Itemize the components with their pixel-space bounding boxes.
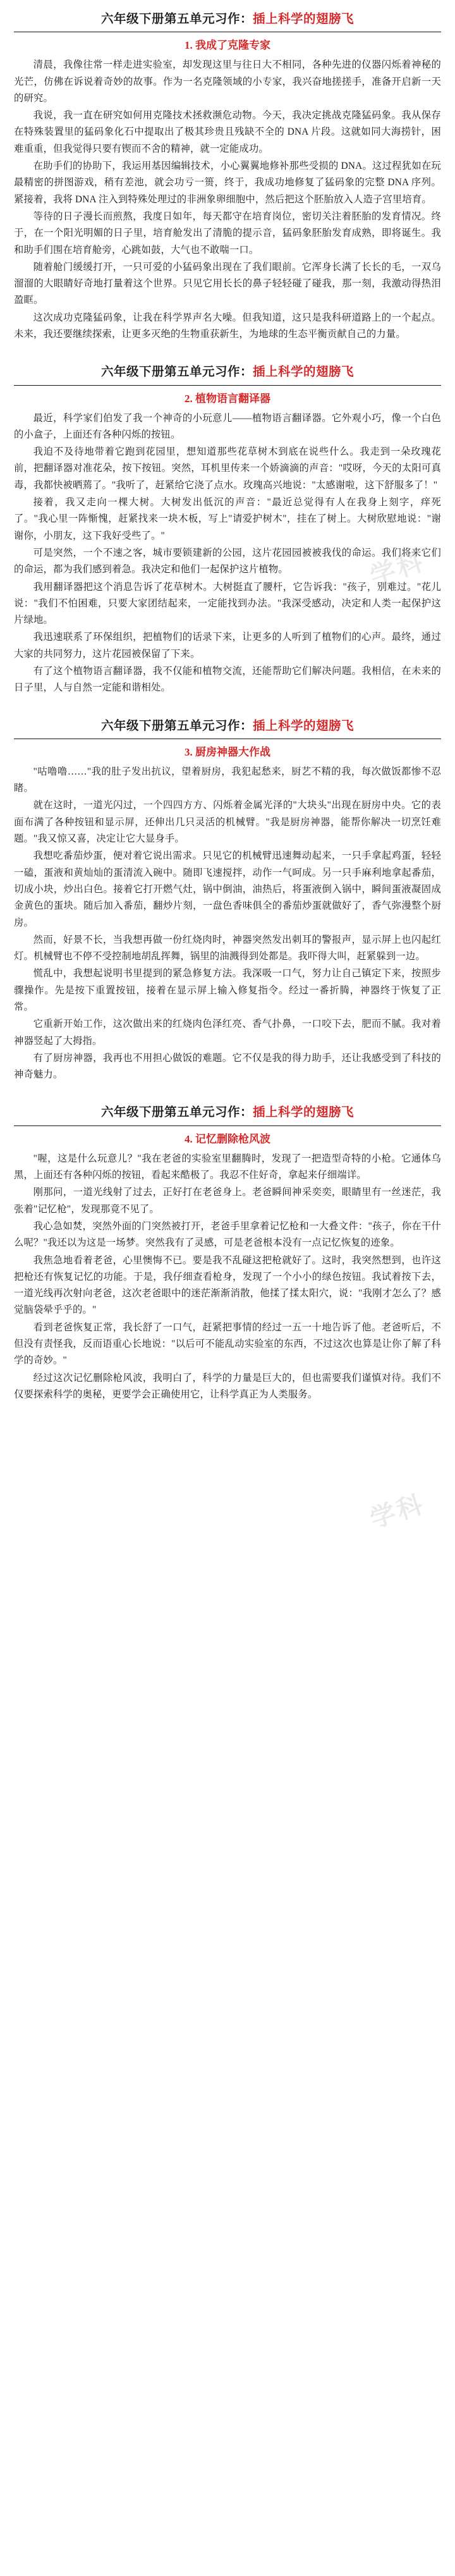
paragraph: 有了这个植物语言翻译器，我不仅能和植物交流，还能帮助它们解决问题。我相信，在未来的日子里，人与自然一定能和谐相处。 <box>14 666 441 694</box>
paragraph: 我焦急地看着老爸，心里懊悔不已。要是我不乱碰这把枪就好了。这时，我突然想到，也许这把枪还有恢复记忆的功能。于是，我仔细查看枪身，发现了一个小小的绿色按钮。我试着按下去，一道光线再次射向老爸，这次老爸眼中的迷茫渐渐消散，他揉了揉太阳穴，说："我刚才怎么了？感觉脑袋晕乎乎的。" <box>14 1254 441 1316</box>
watermark: 学科 <box>367 546 428 591</box>
watermark: 学科 <box>367 1489 428 1534</box>
paragraph: 接着，我又走向一棵大树。大树发出低沉的声音："最近总觉得有人在我身上刻字，痒死了。"我心里一阵惭愧，赶紧找来一块木板，写上"请爱护树木"，挂在了树上。大树欣慰地说："谢谢你，小朋友，这下我好受些了。" <box>14 497 441 541</box>
paragraph: "喔，这是什么玩意儿？"我在老爸的实验室里翻腾时，发现了一把造型奇特的小枪。它通体乌黑，上面还有各种闪烁的按钮，看起来酷极了。我忍不住好奇，拿起来仔细端详。 <box>14 1153 441 1181</box>
paragraph: 在助手们的协助下，我运用基因编辑技术，小心翼翼地修补那些受损的 DNA。这过程犹如在玩最精密的拼图游戏，稍有差池，就会功亏一篑，终于，我成功地修复了猛码象的完整 DNA 序列。紧接着，我将 DNA 注入到特殊处理过的非洲象卵细胞中，然后把这个胚胎放入人造子宫里培育。 <box>14 161 441 205</box>
paragraph: 我心急如焚，突然外面的门突然被打开，老爸手里拿着记忆枪和一大叠文件："孩子，你在干什么呢？"我还以为这是一场梦。突然我有了灵感，可是老爸根本没有一点记忆恢复的迹象。 <box>14 1220 441 1249</box>
header-prefix: 六年级下册第五单元习作： <box>100 365 253 379</box>
paragraph: 这次成功克隆猛码象，让我在科学界声名大噪。但我知道，这只是我科研道路上的一个起点。未来，我还要继续探索，让更多灭绝的生物重获新生，为地球的生态平衡贡献自己的力量。 <box>14 312 441 340</box>
paragraph: 最近，科学家们伯发了我一个神奇的小玩意儿——植物语言翻译器。它外观小巧，像一个白色的小盒子，上面还有各种闪烁的按钮。 <box>14 412 441 440</box>
paragraph: 我说，我一直在研究如何用克隆技术拯救濒危动物。今天，我决定挑战克隆猛码象。我从保存在特殊装置里的猛码象化石中提取出了极其珍贵且残缺不全的 DNA 片段。这就如同大海捞针，困难重重，但我觉得只要有锲而不舍的精神，就一定能成功。 <box>14 110 441 154</box>
header-highlight: 插上科学的翅膀飞 <box>253 719 355 733</box>
paragraph: 我迅速联系了环保组织，把植物们的话录下来，让更多的人听到了植物们的心声。最终，通过大家的共同努力，这片花园被保留了下来。 <box>14 632 441 659</box>
paragraph: 等待的日子漫长而煎熬，我度日如年，每天都守在培育岗位，密切关注着胚胎的发育情况。终于，在一个阳光明媚的日子里，培育舱发出了清脆的提示音，猛码象胚胎发育成熟，即将诞生。我和助手们围在培育舱旁，心跳如鼓，大气也不敢喘一口。 <box>14 211 441 255</box>
header-prefix: 六年级下册第五单元习作： <box>100 1106 253 1120</box>
article-1-subtitle: 1. 我成了克隆专家 <box>185 39 270 52</box>
paragraph: 然而，好景不长，当我想再做一份红烧肉时，神器突然发出刺耳的警报声，显示屏上也闪起红灯。机械臂也不停不受控制地胡乱挥舞，锅里的油溅得到处都是。我吓得大叫，赶紧躲到一边。 <box>14 934 441 962</box>
paragraph: 有了厨房神器，我再也不用担心做饭的难题。它不仅是我的得力助手，还让我感受到了科技的神奇魅力。 <box>14 1052 441 1081</box>
article-4-header <box>14 1100 441 1123</box>
paragraph: 经过这次记忆删除枪风波，我明白了，科学的力量是巨大的，但也需要我们谨慎对待。我们不仅要探索科学的奥秘，更要学会正确使用它，让科学真正为人类服务。 <box>14 1372 441 1400</box>
paragraph: 就在这时，一道光闪过，一个四四方方、闪烁着金属光泽的"大块头"出现在厨房中央。它的表面布满了各种按钮和显示屏，还伸出几只灵活的机械臂。"我是厨房神器，能帮你解决一切烹饪难题。"我又惊又喜，决定让它大显身手。 <box>14 800 441 845</box>
header-prefix: 六年级下册第五单元习作： <box>100 13 253 26</box>
article-3-subtitle: 3. 厨房神器大作战 <box>185 745 270 758</box>
article-1 <box>14 6 441 343</box>
article-2-header <box>14 359 441 383</box>
paragraph: 清晨，我像往常一样走进实验室，却发现这里与往日大不相同，各种先进的仪器闪烁着神秘的光芒，仿佛在诉说着奇妙的故事。作为一名克隆领域的小专家，我兴奋地搓搓手，准备开启新一天的研究。 <box>14 59 441 104</box>
paragraph: 它重新开始工作，这次做出来的红烧肉色泽红亮、香气扑鼻，一口咬下去，肥而不腻。我对着神器竖起了大拇指。 <box>14 1019 441 1046</box>
paragraph: 刚那问，一道光线射了过去，正好打在老爸身上。老爸瞬间神采奕奕，眼睛里有一丝迷茫，我张着"记忆枪"，发现那竟不见了。 <box>14 1187 441 1215</box>
article-2-subtitle: 2. 植物语言翻译器 <box>185 392 270 405</box>
header-divider <box>14 1125 441 1126</box>
article-3-header <box>14 713 441 737</box>
header-divider <box>14 385 441 386</box>
paragraph: 看到老爸恢复正常，我长舒了一口气，赶紧把事情的经过一五一十地告诉了他。老爸听后，不但没有责怪我，反而语重心长地说："以后可不能乱动实验室的东西，不过这次也算是让你了解了科学的奇妙。" <box>14 1322 441 1366</box>
header-highlight: 插上科学的翅膀飞 <box>253 365 355 379</box>
article-1-header <box>14 6 441 30</box>
article-3 <box>14 713 441 1084</box>
header-highlight: 插上科学的翅膀飞 <box>253 13 355 26</box>
paragraph: 可是突然，一个不速之客，城市要锁建新的公园，这片花园园被被我伐的命运。我们将来它们的命运，都为我们感到着急。我决定和他们一起保护这片植物。 <box>14 547 441 575</box>
article-4-subtitle: 4. 记忆删除枪风波 <box>185 1132 270 1145</box>
paragraph: "咕噜噜……"我的肚子发出抗议，望着厨房，我犯起愁来，厨艺不精的我，每次做饭都惨不忍睹。 <box>14 766 441 794</box>
paragraph: 我用翻译器把这个消息告诉了花草树木。大树挺直了腰杆，它告诉我："孩子，别难过。"花儿说："我们不怕困难，只要大家团结起来，一定能找到办法。"我深受感动，决定和人类一起保护这片绿地。 <box>14 581 441 626</box>
paragraph: 我迫不及待地带着它跑到花园里，想知道那些花草树木到底在说些什么。我走到一朵玫瑰花前，把翻译器对准花朵，按下按钮。突然，耳机里传来一个娇滴滴的声音："哎呀，今天的太阳可真毒，我都快被晒蔫了。"我听了，赶紧给它浇了点水。玫瑰高兴地说："太感谢啦，这下舒服多了！" <box>14 446 441 491</box>
article-2 <box>14 359 441 696</box>
header-highlight: 插上科学的翅膀飞 <box>253 1106 355 1120</box>
article-4 <box>14 1100 441 1534</box>
paragraph: 随着舱门缓缓打开，一只可爱的小猛码象出现在了我们眼前。它浑身长满了长长的毛，一双乌溜溜的大眼睛好奇地打量着这个世界。只见它用长长的鼻子轻轻碰了碰我，那一刻，我激动得热泪盈眶。 <box>14 261 441 306</box>
header-prefix: 六年级下册第五单元习作： <box>100 719 253 733</box>
paragraph: 我想吃番茄炒蛋，便对着它说出需求。只见它的机械臂迅速舞动起来，一只手拿起鸡蛋，轻轻一磕，蛋液和黄灿灿的蛋清流入碗中。随即飞速搅拌，动作一气呵成。另一只手麻利地拿起番茄，切成小块，炒出白色。接着它打开燃气灶，锅中倒油，油热后，将蛋液倒入锅中，瞬间蛋液凝固成金黄色的蛋块。随后加入番茄，翻炒片刻，一盘色香味俱全的番茄炒蛋就做好了，香气弥漫整个厨房。 <box>14 850 441 928</box>
paragraph: 慌乱中，我想起说明书里提到的紧急修复方法。我深吸一口气，努力让自己镇定下来，按照步骤操作。先是按下重置按钮，接着在显示屏上输入修复指令。经过一番折腾，神器终于恢复了正常。 <box>14 968 441 1012</box>
